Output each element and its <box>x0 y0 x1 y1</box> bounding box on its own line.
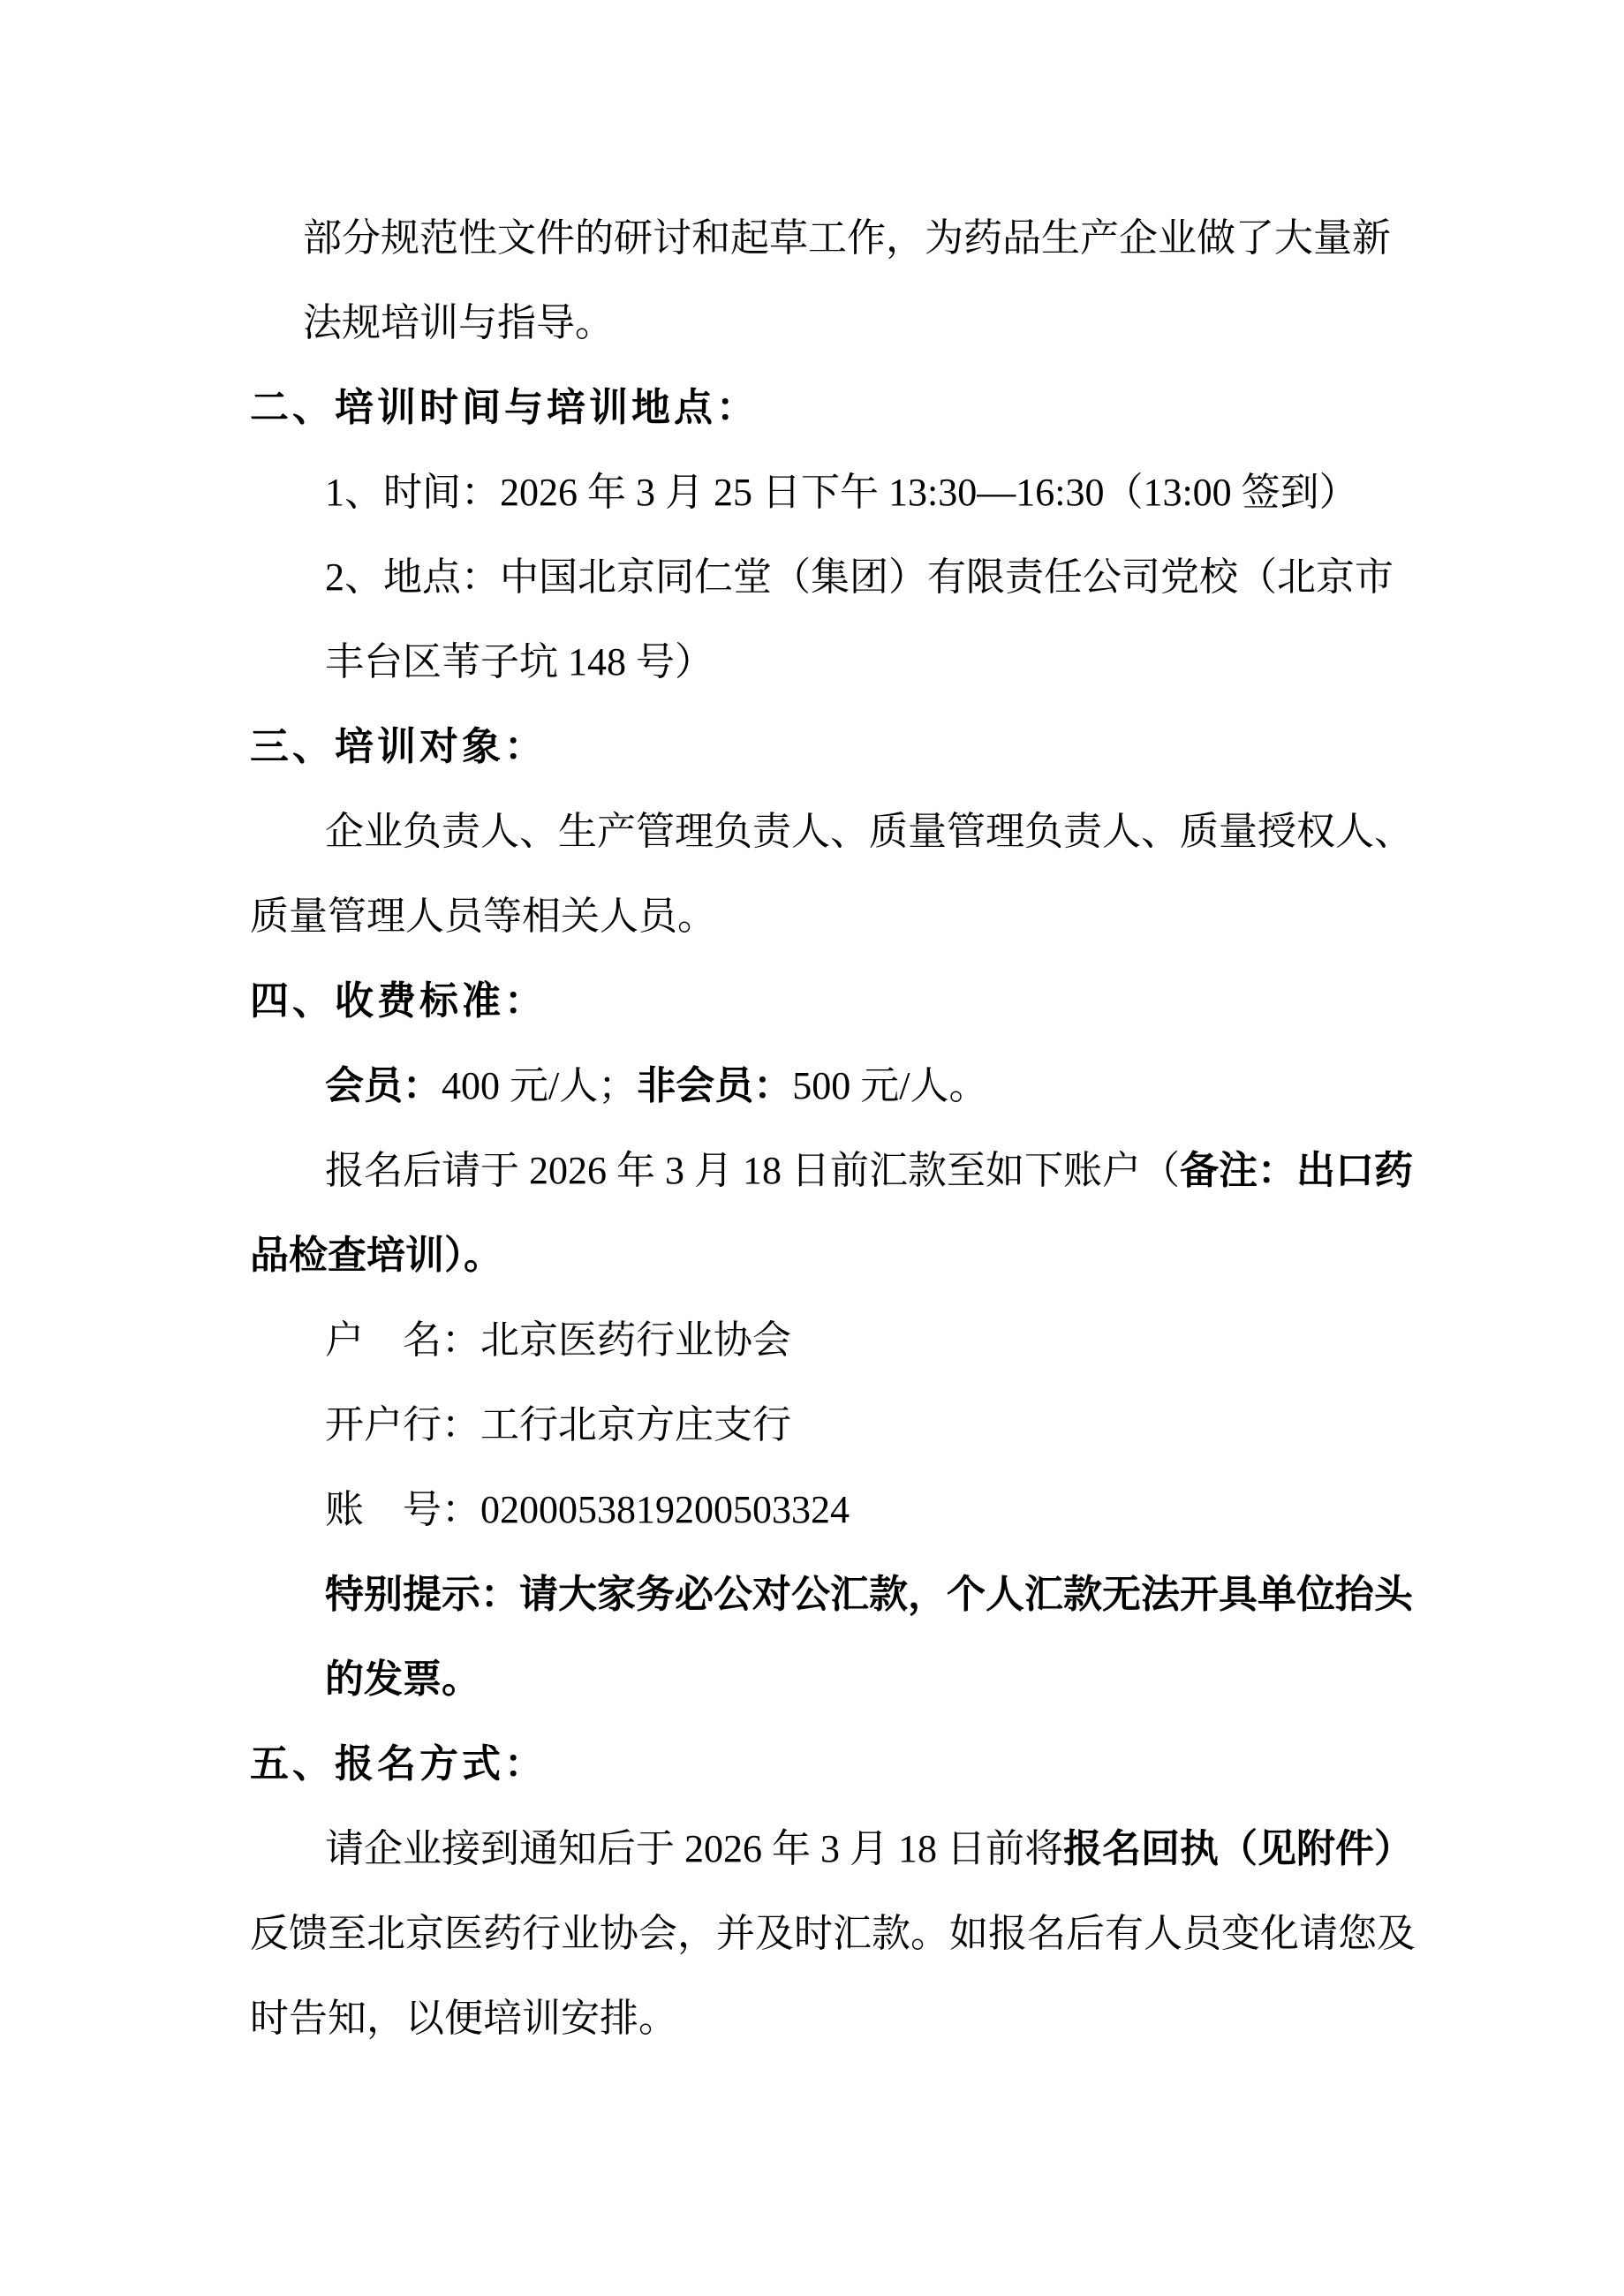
text-line <box>325 789 1504 874</box>
text-run: 企业负责人、生产管理负责人、质量管理负责人、质量授权人、 <box>325 810 1413 853</box>
text-line <box>250 874 1504 959</box>
text-run: 会员： <box>325 1064 442 1107</box>
text-run: 法规培训与指导。 <box>303 301 614 344</box>
text-line <box>325 1044 1504 1129</box>
text-run: 请企业接到通知后于 2026 年 3 月 18 日前将 <box>325 1827 1063 1870</box>
text-run: 反馈至北京医药行业协会，并及时汇款。如报名后有人员变化请您及 <box>250 1912 1416 1955</box>
text-run: 四、收费标准： <box>250 979 547 1023</box>
text-run: 1、时间：2026 年 3 月 25 日下午 13:30—16:30（13:00 签到） <box>325 471 1358 514</box>
text-run: 丰台区苇子坑 148 号） <box>325 640 714 684</box>
text-line <box>325 1468 1504 1552</box>
text-line <box>303 196 1504 281</box>
text-line <box>250 1892 1504 1976</box>
text-line <box>325 1383 1504 1468</box>
text-run: 备注：出口药 <box>1180 1149 1413 1192</box>
section-heading-line <box>250 705 1504 789</box>
text-run: 部分规范性文件的研讨和起草工作，为药品生产企业做了大量新 <box>303 216 1391 260</box>
text-line <box>325 620 1504 705</box>
section-heading-line <box>250 366 1504 450</box>
text-run: 的发票。 <box>325 1658 480 1701</box>
text-run: 报名回执（见附件） <box>1063 1827 1413 1870</box>
text-line <box>325 1637 1504 1722</box>
text-run: 2、地点：中国北京同仁堂（集团）有限责任公司党校（北京市 <box>325 555 1394 599</box>
text-run: 品检查培训）。 <box>250 1234 502 1277</box>
text-run: 户 名：北京医药行业协会 <box>325 1318 791 1362</box>
text-line <box>250 1976 1504 2061</box>
text-run: 特别提示：请大家务必公对公汇款，个人汇款无法开具单位抬头 <box>325 1573 1413 1616</box>
text-line <box>325 450 1504 535</box>
text-run: 报名后请于 2026 年 3 月 18 日前汇款至如下账户（ <box>325 1149 1180 1192</box>
text-run: 五、报名方式： <box>250 1742 547 1786</box>
text-run: 三、培训对象： <box>250 725 547 768</box>
section-heading-line <box>250 959 1504 1044</box>
text-line <box>325 1298 1504 1383</box>
text-line <box>325 1129 1504 1213</box>
text-line <box>325 535 1504 620</box>
text-run: 质量管理人员等相关人员。 <box>250 895 716 938</box>
text-run: 非会员： <box>637 1064 793 1107</box>
text-run: 500 元/人。 <box>792 1064 988 1107</box>
section-heading-line <box>250 1722 1504 1807</box>
text-line <box>250 1213 1504 1298</box>
document-body <box>250 196 1504 2061</box>
text-run: 400 元/人； <box>442 1064 638 1107</box>
text-run: 时告知，以便培训安排。 <box>250 1997 677 2040</box>
text-run: 账 号：0200053819200503324 <box>325 1488 850 1531</box>
text-line <box>325 1807 1504 1892</box>
text-run: 二、培训时间与培训地点： <box>250 386 759 429</box>
text-run: 开户行：工行北京方庄支行 <box>325 1403 791 1446</box>
text-line <box>325 1552 1504 1637</box>
text-line <box>303 281 1504 366</box>
